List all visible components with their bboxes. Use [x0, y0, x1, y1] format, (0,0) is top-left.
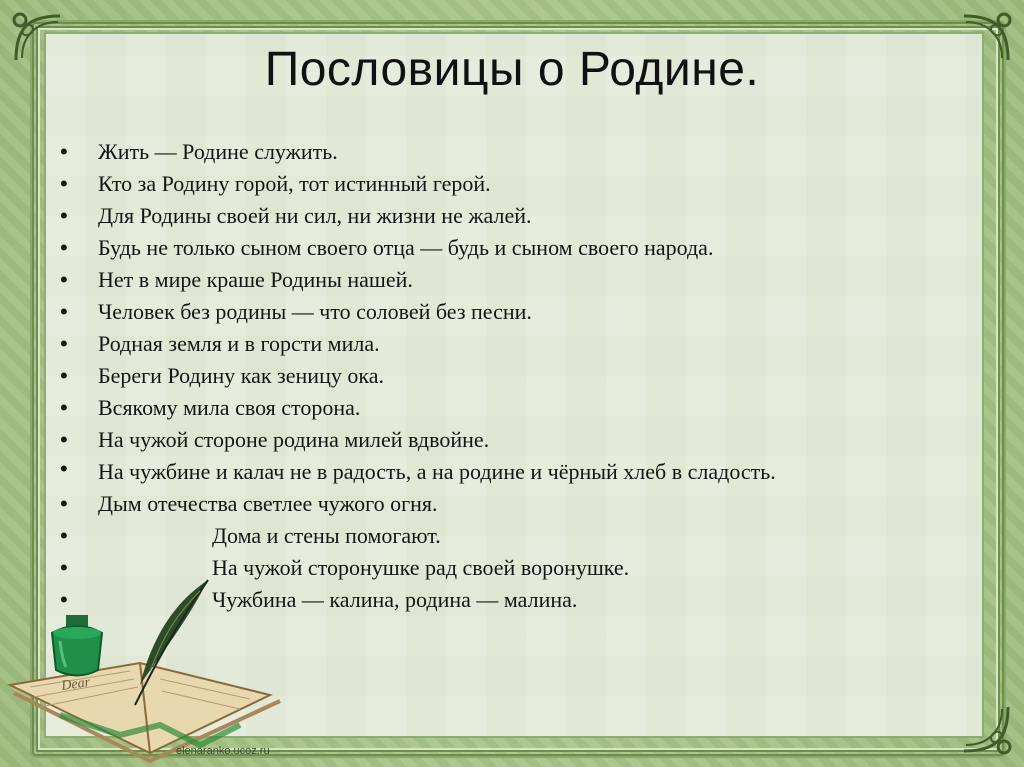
bullet-icon: •: [60, 331, 68, 356]
list-item: [58, 296, 918, 328]
bullet-icon: •: [60, 299, 68, 324]
proverb-text: На чужбине и калач не в радость, а на родине и чёрный хлеб в сладость.: [98, 459, 776, 484]
proverb-text: Чужбина — калина, родина — малина.: [212, 587, 578, 612]
list-item: [58, 520, 918, 552]
proverb-text: Будь не только сыном своего отца — будь и сыном своего народа.: [98, 235, 714, 260]
bullet-icon: •: [60, 171, 68, 196]
source-footer: elenaranko.ucoz.ru: [176, 745, 270, 757]
book-text: Dear: [60, 675, 92, 694]
proverb-text: Дома и стены помогают.: [212, 523, 441, 548]
list-item: [58, 168, 918, 200]
list-item: [58, 424, 918, 456]
bullet-icon: •: [60, 587, 68, 612]
bullet-icon: •: [60, 427, 68, 452]
list-item: [58, 360, 918, 392]
list-item: [58, 200, 918, 232]
proverb-text: Нет в мире краше Родины нашей.: [98, 267, 413, 292]
list-item: [58, 136, 918, 168]
bullet-icon: •: [60, 491, 68, 516]
scroll-ornament-icon: [956, 699, 1016, 759]
bullet-icon: •: [60, 267, 68, 292]
bullet-icon: •: [60, 395, 68, 420]
book-quill-illustration: [0, 575, 300, 765]
bullet-icon: •: [60, 456, 68, 481]
bullet-icon: •: [60, 139, 68, 164]
proverb-text: Жить — Родине служить.: [98, 139, 338, 164]
list-item: [58, 264, 918, 296]
proverb-text: Родная земля и в горсти мила.: [98, 331, 380, 356]
bullet-icon: •: [60, 523, 68, 548]
list-item: [58, 456, 918, 488]
ink-bottle-icon: [52, 615, 102, 676]
bullet-icon: •: [60, 203, 68, 228]
list-item: [58, 328, 918, 360]
proverb-text: На чужой сторонушке рад своей воронушке.: [212, 555, 630, 580]
list-item: [58, 232, 918, 264]
proverb-text: Дым отечества светлее чужого огня.: [98, 491, 438, 516]
proverb-text: На чужой стороне родина милей вдвойне.: [98, 427, 490, 452]
proverb-text: Человек без родины — что соловей без песни.: [98, 299, 532, 324]
proverb-text: Всякому мила своя сторона.: [98, 395, 361, 420]
list-item: [58, 392, 918, 424]
proverbs-list: [58, 136, 918, 616]
list-item: [58, 488, 918, 520]
proverb-text: Кто за Родину горой, тот истинный герой.: [98, 171, 491, 196]
bullet-icon: •: [60, 235, 68, 260]
proverb-text: Для Родины своей ни сил, ни жизни не жалей.: [98, 203, 532, 228]
proverb-text: Береги Родину как зеницу ока.: [98, 363, 384, 388]
bullet-icon: •: [60, 555, 68, 580]
bullet-icon: •: [60, 363, 68, 388]
slide-title: Пословицы о Родине.: [264, 43, 760, 96]
